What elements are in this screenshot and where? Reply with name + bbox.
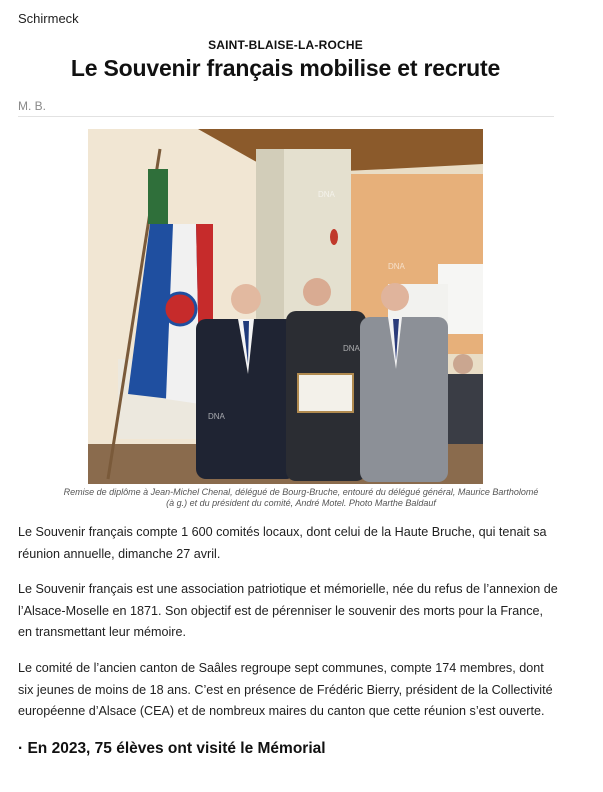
divider — [18, 116, 554, 117]
article-photo[interactable] — [88, 129, 483, 484]
photo-caption — [18, 487, 584, 509]
watermark-text: DNA — [318, 190, 335, 199]
article-paragraph: Le Souvenir français compte 1 600 comités locaux, dont celui de la Haute Bruche, qui tenait sa réunion annuelle, dimanche 27 avril. — [18, 525, 547, 561]
article-subheading: · En 2023, 75 élèves ont visité le Mémorial — [18, 740, 326, 757]
section-label[interactable]: Schirmeck — [18, 11, 79, 26]
photo-caption-line: Remise de diplôme à Jean-Michel Chenal, délégué de Bourg-Bruche, entouré du délégué général, Maurice Bartholomé — [63, 487, 539, 497]
location-kicker: SAINT-BLAISE-LA-ROCHE — [208, 38, 363, 52]
article-paragraph: Le comité de l’ancien canton de Saâles regroupe sept communes, compte 174 membres, dont six jeunes de moins de 18 ans. C’est en présence de Frédéric Bierry, président de la Collectivité européenne d’Alsace (CEA) et de nombreux maires du canton que cette réunion s’est ouverte. — [18, 661, 553, 718]
watermark-text: DNA — [343, 344, 360, 353]
byline: M. B. — [18, 99, 47, 113]
photo-caption-line: (à g.) et du président du comité, André Motel. Photo Marthe Baldauf — [166, 498, 436, 508]
article-headline: Le Souvenir français mobilise et recrute — [70, 55, 501, 81]
watermark-text: DNA — [208, 412, 225, 421]
article-paragraph: Le Souvenir français est une association patriotique et mémorielle, née du refus de l’annexion de l’Alsace-Moselle en 1871. Son objectif est de pérenniser le souvenir des morts pour la France, en transmettant leur mémoire. — [18, 582, 558, 639]
watermark-text: DNA — [388, 262, 405, 271]
